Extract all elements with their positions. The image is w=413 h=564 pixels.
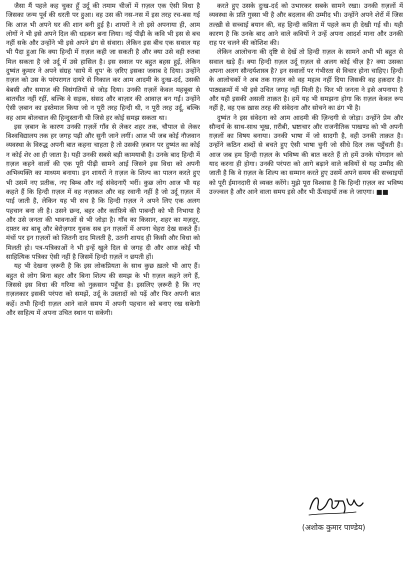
left-paragraph-2: इस ज़बान के कारण उनकी ग़ज़लें गाँव से लेकर शहर तक, चौपाल से लेकर विश्वविद्यालय तक हर जगह पढ़ी और सुनी जाने लगीं। आज भी जब कोई नौजवान व्यवस्था के विरुद्ध अपनी बात कहना चाहता है तो उसकी ज़बान पर दुष्यंत का कोई न कोई शेर आ ही जाता है। यही उनकी सबसे बड़ी कामयाबी है। उनके बाद हिन्दी में ग़ज़ल कहने वालों की एक पूरी पीढ़ी सामने आई जिसने इस विधा को अपनी अभिव्यक्ति का माध्यम बनाया। इन शायरों ने ग़ज़ल के शिल्प का पालन करते हुए भी उसमें नए प्रतीक, नए बिम्ब और नई संवेदनाएँ भरीं। कुछ लोग आज भी यह कहते हैं कि हिन्दी ग़ज़ल में वह नज़ाकत और वह रवानी नहीं है जो उर्दू ग़ज़ल में पाई जाती है, लेकिन यह भी सच है कि हिन्दी ग़ज़ल ने अपने लिए एक अलग पहचान बना ली है। उसने छन्द, बहर और काफ़िये की पाबन्दी को भी निभाया है और उसे जनता की भावनाओं से भी जोड़ा है। गाँव का किसान, शहर का मज़दूर, दफ़्तर का बाबू और बेरोज़गार युवक सब इन ग़ज़लों में अपना चेहरा देख सकते हैं। मंचों पर इन ग़ज़लों को जितनी दाद मिलती है, उतनी शायद ही किसी और विधा को मिलती हो। पत्र-पत्रिकाओं ने भी इन्हें खुले दिल से जगह दी और आज कोई भी साहित्यिक पत्रिका ऐसी नहीं है जिसमें हिन्दी ग़ज़लें न छपती हों।	[6, 122, 200, 262]
left-paragraph-3: यह भी देखना ज़रूरी है कि इस लोकप्रियता के साथ कुछ ख़तरे भी आए हैं। बहुत से लोग बिना बहर और बिना शिल्प की समझ के भी ग़ज़ल कहने लगे हैं, जिससे इस विधा की गरिमा को नुक़सान पहुँचा है। इसलिए ज़रूरी है कि नए ग़ज़लकार इसकी परंपरा को समझें, उर्दू के उस्तादों को पढ़ें और फिर अपनी बात कहें। तभी हिन्दी ग़ज़ल आने वाले समय में अपनी पहचान को बनाए रख सकेगी और साहित्य में अपना उचित स्थान पा सकेगी।	[6, 262, 200, 317]
right-paragraph-2: लेकिन आलोचना की दृष्टि से देखें तो हिन्दी ग़ज़ल के सामने अभी भी बहुत से सवाल खड़े हैं। क्या हिन्दी ग़ज़ल उर्दू ग़ज़ल से अलग कोई चीज़ है? क्या उसका अपना अलग सौन्दर्यशास्त्र है? इन सवालों पर गंभीरता से विचार होना चाहिए। हिन्दी के आलोचकों ने अब तक ग़ज़ल को वह महत्व नहीं दिया जिसकी वह हक़दार है। पाठ्यक्रमों में भी इसे उचित जगह नहीं मिली है। फिर भी जनता ने इसे अपनाया है और यही इसकी असली ताक़त है। हमें यह भी समझना होगा कि ग़ज़ल केवल रूप नहीं है, वह एक ख़ास तरह की संवेदना और सोचने का ढंग भी है।	[209, 48, 403, 113]
right-paragraph-1: करते हुए उसके दुःख-दर्द को उभारकर सबके सामने रखा। उनकी ग़ज़लों में व्यवस्था के प्रति गुस्सा भी है और बदलाव की उम्मीद भी। उन्होंने अपने शेरों में जिस तल्ख़ी से सच्चाई बयान की, वह हिन्दी कविता में पहले कम ही देखी गई थी। यही कारण है कि उनके बाद आने वाले कवियों ने उन्हें अपना आदर्श माना और उनकी राह पर चलने की कोशिश की।	[209, 2, 403, 48]
author-signature	[306, 489, 366, 519]
article-page	[6, 2, 407, 562]
left-paragraph-1: जैसा मैं पहले कह चुका हूँ उर्दू की तमाम चीजों में ग़ज़ल एक ऐसी विधा है जिसका जन्म पूर्व की धरती पर हुआ। वह उस की नस-नस में इस तरह रच-बस गई कि आज भी अपने घर की शान बनी हुई है। शायरों ने तो इसे अपनाया ही, आम लोगों ने भी इसे अपने दिल की धड़कन बना लिया। नई पीढ़ी के कवि भी इस से बच नहीं सके और उन्होंने भी इसे अपने ढंग से संवारा। लेकिन इस बीच एक सवाल यह भी पैदा हुआ कि क्या हिन्दी में ग़ज़ल कही जा सकती है और क्या उसे वही रुतबा मिल सकता है जो उर्दू में उसे हासिल है। इस सवाल पर बहुत बहस हुई, लेकिन दुष्यंत कुमार ने अपने संग्रह 'साये में धूप' के ज़रिए इसका जवाब दे दिया। उन्होंने ग़ज़ल को उस के परंपरागत दायरे से निकाल कर आम आदमी के दुःख-दर्द, उसकी बेबसी और समाज की विसंगतियों से जोड़ दिया। उनकी ग़ज़लें केवल महबूबा से बातचीत नहीं रहीं, बल्कि वे सड़क, संसद और बाज़ार की आवाज़ बन गईं। उन्होंने ऐसी ज़बान का इस्तेमाल किया जो न पूरी तरह हिन्दी थी, न पूरी तरह उर्दू, बल्कि वह आम बोलचाल की हिन्दुस्तानी थी जिसे हर कोई समझ सकता था।	[6, 2, 200, 122]
right-paragraph-3: दुष्यंत ने इस संवेदना को आम आदमी की ज़िन्दगी से जोड़ा। उन्होंने प्रेम और सौन्दर्य के साथ-साथ भूख, ग़रीबी, भ्रष्टाचार और राजनीतिक पाखण्ड को भी अपनी ग़ज़लों का विषय बनाया। उनकी भाषा में जो सादगी है, वही उनकी ताक़त है। उन्होंने कठिन शब्दों से बचते हुए ऐसी भाषा चुनी जो सीधे दिल तक पहुँचती है। आज जब हम हिन्दी ग़ज़ल के भविष्य की बात करते हैं तो हमें उनके योगदान को याद करना ही होगा। उनकी परंपरा को आगे बढ़ाने वाले कवियों से यह उम्मीद की जाती है कि वे ग़ज़ल के शिल्प का सम्मान करते हुए उसमें अपने समय की सच्चाइयों को पूरी ईमानदारी से व्यक्त करेंगे। मुझे पूरा विश्वास है कि हिन्दी ग़ज़ल का भविष्य उज्ज्वल है और आने वाला समय इसे और भी ऊँचाइयों तक ले जाएगा। ■■	[209, 113, 403, 196]
right-column	[209, 2, 403, 472]
left-column	[6, 2, 200, 562]
author-name: (अशोक कुमार पाण्डेय)	[302, 523, 366, 532]
